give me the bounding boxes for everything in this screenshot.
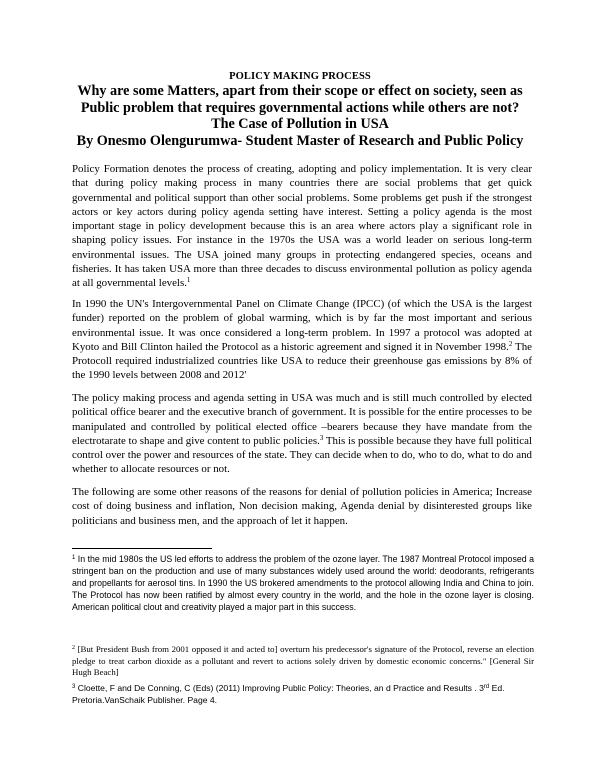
- ordinal-suffix: rd: [483, 684, 490, 690]
- footnote-number: 3: [72, 684, 76, 690]
- paragraph-text: The policy making process and agenda setting in USA was much and is still much controlled by elected political office bearer and the executive branch of government. It is possible for the entire processes to be manipulated and controlled by political elected office –bearers because they have mandate from the electrotarate to shape and give content to public policies.: [72, 392, 532, 447]
- footnote-ref[interactable]: 1: [186, 276, 191, 285]
- author-line: By Onesmo Olengurumwa- Student Master of Research and Public Policy: [76, 132, 524, 149]
- paragraph-text: The Protocoll required industrialized countries like USA to reduce their greenhouse gas emissions by 8% of the 1990 levels between 2008 and 2012': [72, 340, 532, 382]
- footnote-divider: [72, 548, 212, 549]
- footnote-text: Cloette, F and De Conning, C (Eds) (2011) Improving Public Policy: Theories, an d Practice and Results . 3: [75, 683, 484, 693]
- title-line: The Case of Pollution in USA: [211, 116, 389, 133]
- footnote-text: Pretoria.VanSchaik Publisher. Page 4.: [72, 695, 218, 706]
- footnote-text: [But President Bush from 2001 opposed it and acted to] overturn his predecessor's signature of the Protocol, reverse an election pledge to treat carbon dioxide as a pollutant and revert to actions solely driven by domestic economic concerns." [General Sir Hugh Beach]: [72, 644, 534, 678]
- footnote-number: 2: [72, 645, 75, 651]
- body-paragraph-4: The following are some other reasons of the reasons for denial of pollution policies in America; Increase cost of doing business and inflation, Non decision making, Agenda denial by disinterested groups like politicians and business men, and the approach of let it happen.: [72, 486, 532, 527]
- footnote-1: [72, 554, 534, 614]
- body-paragraph-3: [72, 391, 532, 477]
- paragraph-text: Policy Formation denotes the process of creating, adopting and policy implementation. It is very clear that during policy making process in many countries there are social problems that get quick governmental and political support than other social problems. Some problems get push if the strongest actors or key actors during policy agenda setting have interest. Setting a policy agenda is the most important stage in policy development because this is an area where actors play a significant role in shaping policy issues. For instance in the 1970s the USA was a world leader on serious long-term environmental issues. The USA joined many groups in protecting endangered species, oceans and fisheries. It has taken USA more than three decades to discuss environmental pollution as policy agenda at all governmental levels.: [72, 163, 532, 290]
- title-line: Public problem that requires governmental actions while others are not?: [80, 99, 520, 116]
- footnote-text: Ed.: [489, 683, 505, 693]
- paragraph-text: This is possible because they have full political control over the power and resources of the state. They can decide when to do, who to do, what to do and whether to allocate resources or not.: [72, 434, 532, 476]
- paragraph-text: In 1990 the UN's Intergovernmental Panel on Climate Change (IPCC) (of which the USA is the largest funder) reported on the problem of global warming, which is by far the most important and serious environmental issue. It was once considered a long-term problem. In 1997 a protocol was adopted at Kyoto and Bill Clinton hailed the Protocol as a historic agreement and signed it in November 1998.: [72, 298, 532, 353]
- footnote-2: [72, 644, 534, 679]
- body-paragraph-1: [72, 162, 532, 291]
- footnote-ref[interactable]: 2: [508, 339, 513, 348]
- section-kicker: POLICY MAKING PROCESS: [229, 71, 371, 82]
- footnote-ref[interactable]: 3: [319, 433, 324, 442]
- footnote-text: In the mid 1980s the US led efforts to address the problem of the ozone layer. The 1987 Montreal Protocol imposed a stringent ban on the production and use of many substances widely used around the world: deodorants, refrigerants and propellants for aerosol tins. In 1990 the US brokered amendments to the protocol allowing India and China to join. The Protocol has now been ratified by almost every country in the world, and the hole in the ozone layer is closing. American political clout and creativity played a major part in this success.: [72, 554, 534, 612]
- title-line: Why are some Matters, apart from their scope or effect on society, seen as: [77, 83, 523, 99]
- body-paragraph-2: [72, 297, 532, 383]
- document-title: [60, 83, 540, 149]
- footnote-3: [72, 682, 534, 706]
- footnote-number: 1: [72, 555, 76, 561]
